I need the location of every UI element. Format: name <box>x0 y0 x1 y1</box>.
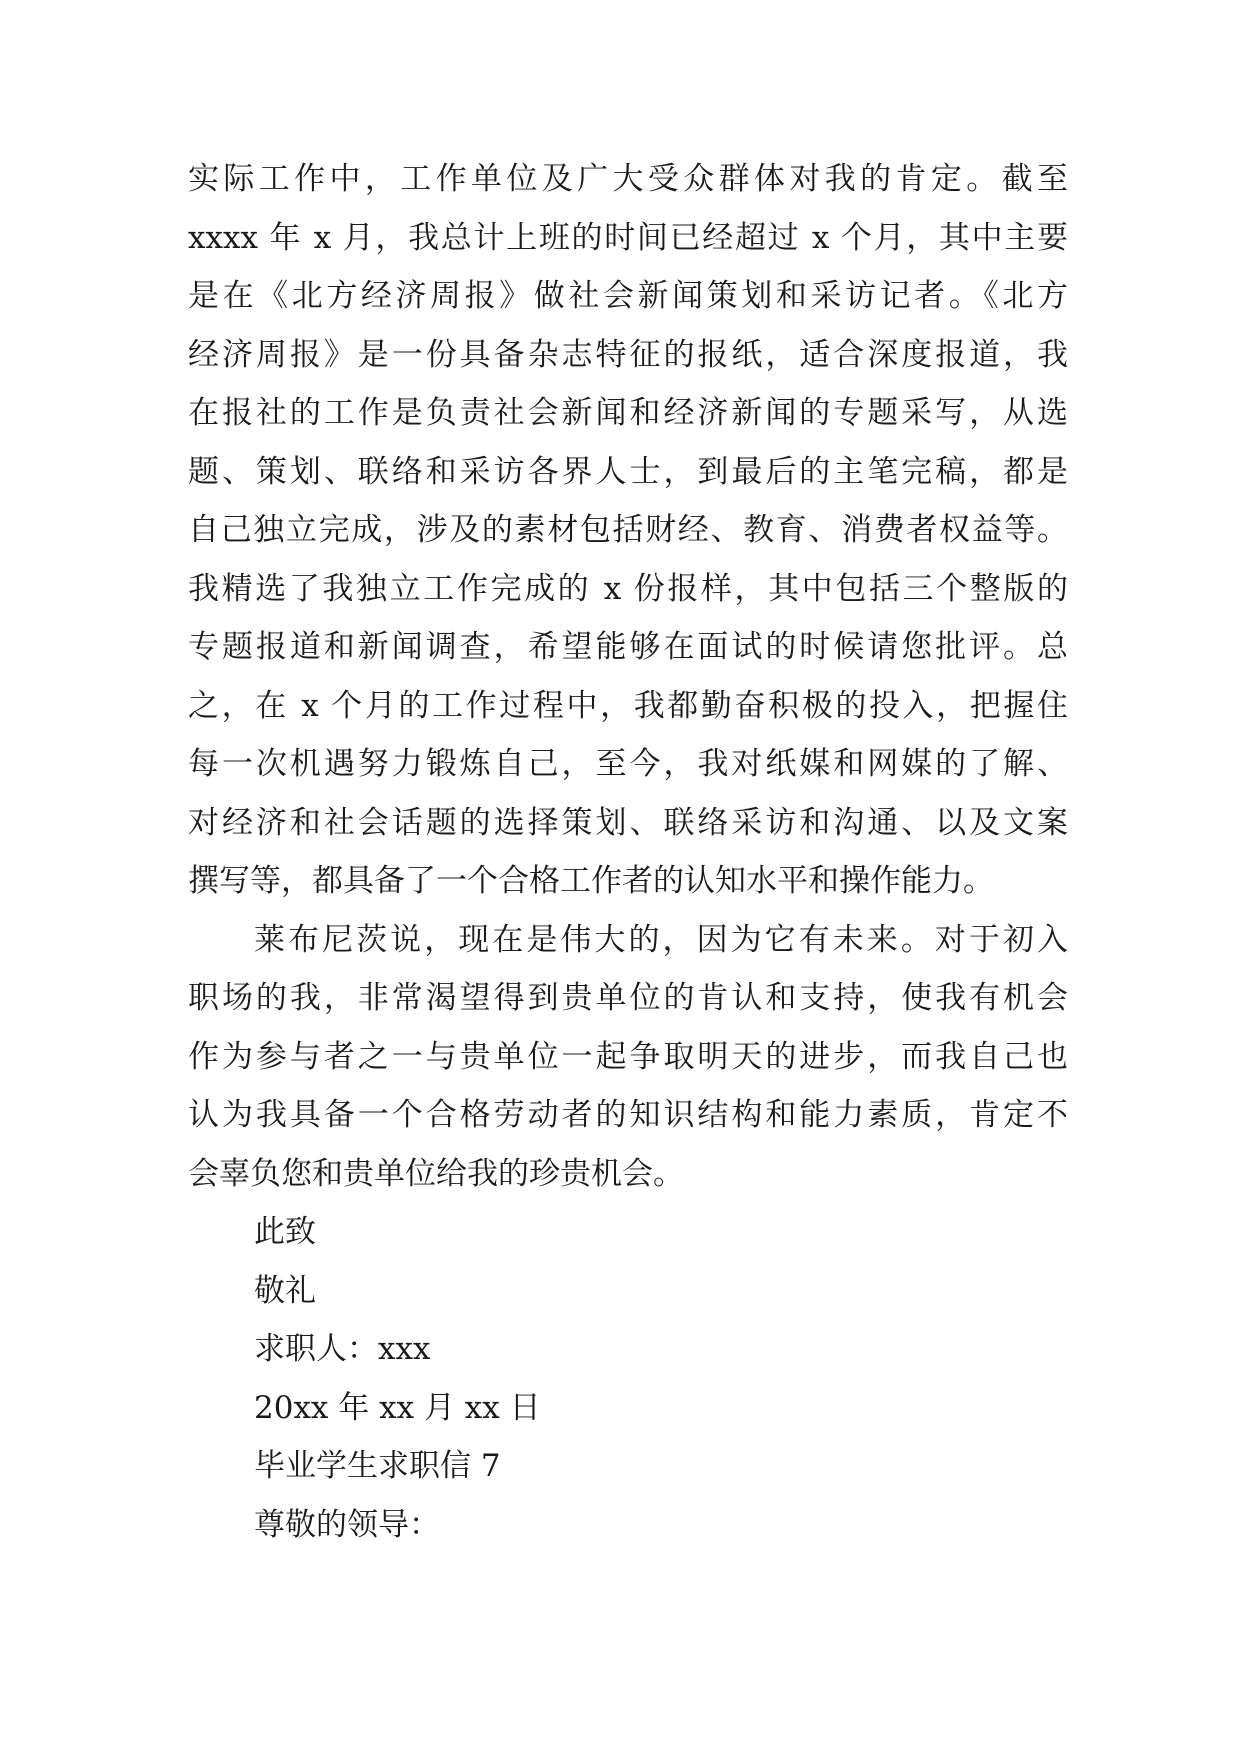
paragraph-line: 职场的我，非常渴望得到贵单位的肯认和支持，使我有机会 <box>188 980 1068 1016</box>
date-line: 20xx 年 xx 月 xx 日 <box>254 1389 541 1426</box>
body-paragraph-2 <box>188 911 1068 1204</box>
paragraph-line: 对经济和社会话题的选择策划、联络采访和沟通、以及文案 <box>188 804 1068 841</box>
paragraph-line: xxxx 年 x 月，我总计上班的时间已经超过 x 个月，其中主要 <box>188 219 1068 256</box>
section-title: 毕业学生求职信 7 <box>254 1448 501 1484</box>
letter-closing <box>188 1203 1068 1554</box>
closing-salutation: 此致 <box>254 1214 316 1250</box>
paragraph-line: 每一次机遇努力锻炼自己，至今，我对纸媒和网媒的了解、 <box>188 746 1068 782</box>
paragraph-line: 作为参与者之一与贵单位一起争取明天的进步，而我自己也 <box>188 1038 1068 1075</box>
signature-line: 求职人：xxx <box>254 1331 431 1367</box>
paragraph-line: 是在《北方经济周报》做社会新闻策划和采访记者。《北方 <box>188 278 1068 314</box>
greeting-line: 尊敬的领导： <box>254 1506 440 1543</box>
paragraph-line: 题、策划、联络和采访各界人士，到最后的主笔完稿，都是 <box>188 453 1068 490</box>
paragraph-line: 莱布尼茨说，现在是伟大的，因为它有未来。对于初入 <box>254 921 1068 958</box>
paragraph-line: 经济周报》是一份具备杂志特征的报纸，适合深度报道，我 <box>188 336 1068 373</box>
paragraph-line: 实际工作中，工作单位及广大受众群体对我的肯定。截至 <box>188 161 1068 197</box>
paragraph-line: 我精选了我独立工作完成的 x 份报样，其中包括三个整版的 <box>188 570 1068 607</box>
body-paragraph-1 <box>188 150 1068 911</box>
paragraph-line: 之，在 x 个月的工作过程中，我都勤奋积极的投入，把握住 <box>188 687 1068 724</box>
closing-regards: 敬礼 <box>254 1272 316 1309</box>
paragraph-line: 自己独立完成，涉及的素材包括财经、教育、消费者权益等。 <box>188 512 1068 548</box>
paragraph-line: 在报社的工作是负责社会新闻和经济新闻的专题采写，从选 <box>188 395 1068 431</box>
paragraph-line: 撰写等，都具备了一个合格工作者的认知水平和操作能力。 <box>188 863 994 899</box>
paragraph-line: 认为我具备一个合格劳动者的知识结构和能力素质，肯定不 <box>188 1097 1068 1133</box>
paragraph-line: 专题报道和新闻调查，希望能够在面试的时候请您批评。总 <box>188 629 1068 665</box>
paragraph-line: 会辜负您和贵单位给我的珍贵机会。 <box>188 1155 684 1192</box>
letter-page <box>188 150 1068 1554</box>
